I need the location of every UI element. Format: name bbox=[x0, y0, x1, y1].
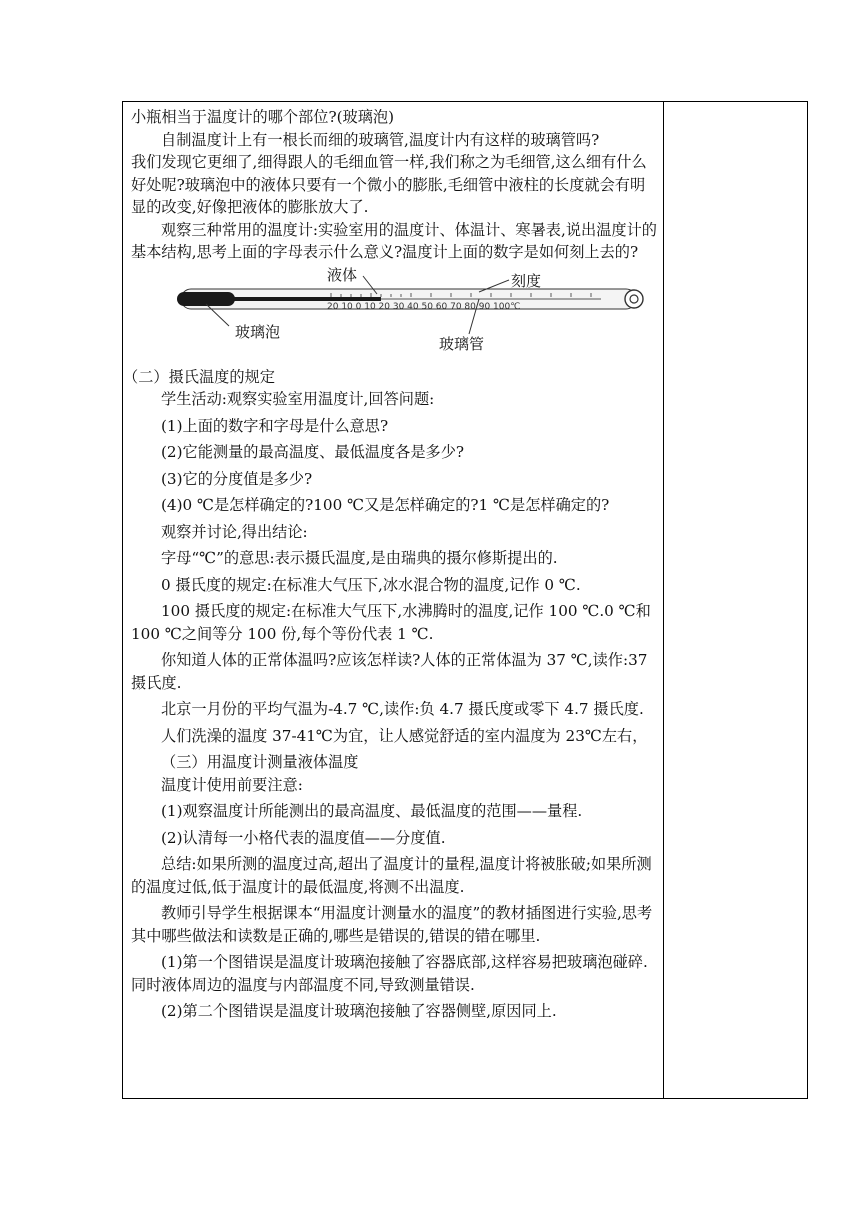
notes-cell bbox=[664, 102, 807, 1098]
question: (3)它的分度值是多少? bbox=[161, 469, 313, 488]
label-scale: 刻度 bbox=[511, 271, 542, 290]
note: (1)观察温度计所能测出的最高温度、最低温度的范围——量程. bbox=[161, 802, 583, 820]
paragraph: (1)第一个图错误是温度计玻璃泡接触了容器底部,这样容易把玻璃泡碰碎.同时液体周边的温度与内部温度不同,导致测量错误. bbox=[131, 953, 648, 994]
content-cell bbox=[123, 106, 657, 1023]
scale-numbers: 20 10 0 10 20 30 40 50 60 70 80 90 100℃ bbox=[327, 301, 521, 312]
section-title: （二）摄氏温度的规定 bbox=[123, 367, 275, 386]
paragraph: 温度计使用前要注意: bbox=[161, 775, 303, 794]
note: (2)认清每一小格代表的温度值——分度值. bbox=[161, 828, 446, 847]
paragraph: 小瓶相当于温度计的哪个部位?(玻璃泡) bbox=[131, 108, 394, 126]
paragraph: 自制温度计上有一根长而细的玻璃管,温度计内有这样的玻璃管吗? bbox=[161, 130, 600, 149]
label-bulb: 玻璃泡 bbox=[235, 322, 281, 341]
paragraph: 北京一月份的平均气温为-4.7 ℃,读作:负 4.7 摄氏度或零下 4.7 摄氏度. bbox=[161, 700, 644, 718]
paragraph: 观察并讨论,得出结论: bbox=[161, 522, 308, 541]
paragraph: 观察三种常用的温度计:实验室用的温度计、体温计、寒暑表,说出温度计的基本结构,思考上面的字母表示什么意义?温度计上面的数字是如何刻上去的? bbox=[131, 220, 657, 261]
paragraph: 总结:如果所测的温度过高,超出了温度计的量程,温度计将被胀破;如果所测的温度过低,低于温度计的最低温度,将测不出温度. bbox=[131, 855, 652, 896]
paragraph: (2)第二个图错误是温度计玻璃泡接触了容器侧壁,原因同上. bbox=[161, 1002, 557, 1020]
question: (4)0 ℃是怎样确定的?100 ℃又是怎样确定的?1 ℃是怎样确定的? bbox=[161, 496, 610, 514]
paragraph: 0 摄氏度的规定:在标准大气压下,冰水混合物的温度,记作 0 ℃. bbox=[161, 575, 581, 594]
label-tube: 玻璃管 bbox=[439, 334, 485, 353]
paragraph: 你知道人体的正常体温吗?应该怎样读?人体的正常体温为 37 ℃,读作:37 摄氏度. bbox=[131, 651, 648, 692]
question: (2)它能测量的最高温度、最低温度各是多少? bbox=[161, 443, 465, 461]
paragraph: 我们发现它更细了,细得跟人的毛细血管一样,我们称之为毛细管,这么细有什么好处呢?玻璃泡中的液体只要有一个微小的膨胀,毛细管中液柱的长度就会有明显的改变,好像把液体的膨胀放大了. bbox=[131, 153, 647, 216]
paragraph: 人们洗澡的温度 37-41℃为宜，让人感觉舒适的室内温度为 23℃左右， bbox=[161, 726, 648, 745]
thermometer-figure bbox=[131, 266, 657, 366]
label-liquid: 液体 bbox=[327, 265, 358, 284]
paragraph: 教师引导学生根据课本“用温度计测量水的温度”的教材插图进行实验,思考其中哪些做法和读数是正确的,哪些是错误的,错误的错在哪里. bbox=[131, 904, 653, 945]
paragraph: 100 摄氏度的规定:在标准大气压下,水沸腾时的温度,记作 100 ℃.0 ℃和 100 ℃之间等分 100 份,每个等份代表 1 ℃. bbox=[131, 602, 651, 643]
thermometer-diagram bbox=[131, 266, 657, 366]
paragraph: 字母“℃”的意思:表示摄氏温度,是由瑞典的摄尔修斯提出的. bbox=[161, 549, 558, 567]
paragraph: 学生活动:观察实验室用温度计,回答问题: bbox=[161, 390, 435, 408]
lesson-table bbox=[122, 101, 808, 1099]
question: (1)上面的数字和字母是什么意思? bbox=[161, 416, 389, 435]
section-title: （三）用温度计测量液体温度 bbox=[161, 753, 359, 771]
